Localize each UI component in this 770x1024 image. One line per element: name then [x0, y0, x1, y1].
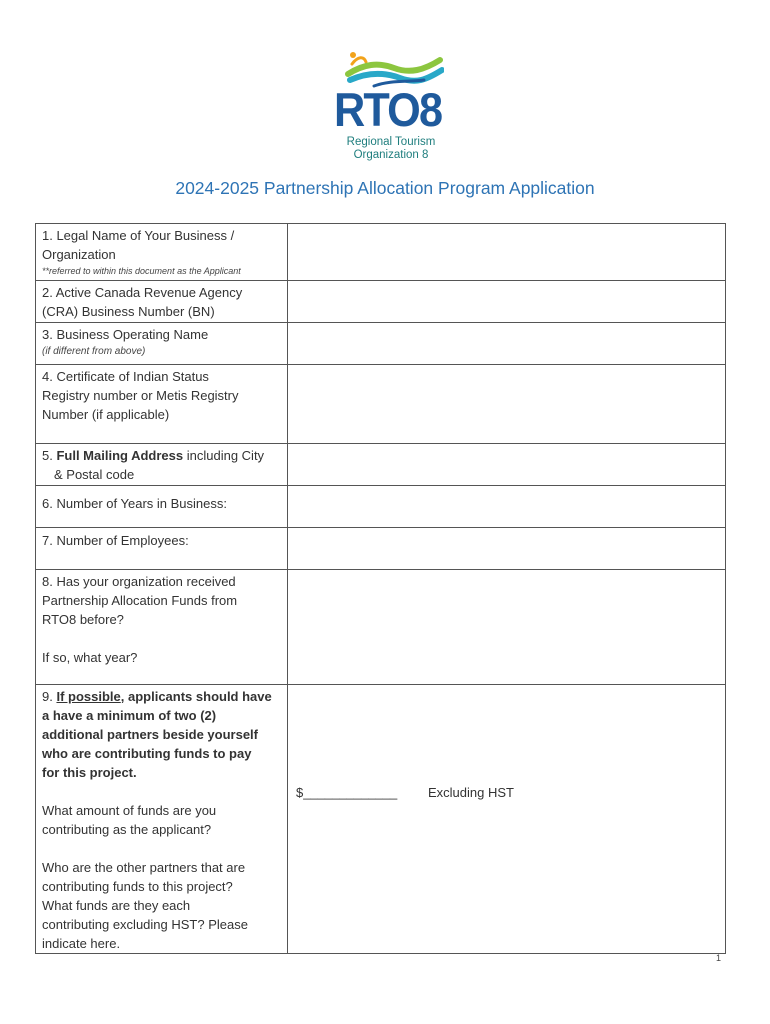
field-years-business[interactable] — [288, 486, 726, 528]
field-previous-funds[interactable] — [288, 570, 726, 685]
excluding-hst-label: Excluding HST — [428, 785, 514, 800]
mailing-prefix: 5. — [42, 448, 57, 463]
page-number: 1 — [716, 953, 722, 963]
operating-name-line1: 3. Business Operating Name — [42, 327, 209, 342]
row-previous-funds — [36, 570, 726, 685]
page-title: 2024-2025 Partnership Allocation Program Application — [175, 178, 595, 198]
logo-sub-line1: Regional Tourism — [346, 136, 436, 148]
logo-subtitle — [336, 136, 446, 162]
partners-answer-area — [288, 685, 725, 950]
rto8-logo — [328, 50, 444, 168]
prev-funds-line3: RTO8 before? — [42, 612, 124, 627]
row-employees — [36, 528, 726, 570]
row-operating-name — [36, 323, 726, 365]
amount-question-line2: contributing as the applicant? — [42, 822, 212, 837]
label-employees — [36, 528, 288, 570]
label-years-business — [36, 486, 288, 528]
partners-question-line5: indicate here. — [42, 936, 121, 951]
logo-brand-text: RTO8 — [334, 83, 442, 136]
field-partners[interactable] — [288, 685, 726, 954]
prev-funds-line1: 8. Has your organization received — [42, 574, 236, 589]
partners-line2: a have a minimum of two (2) — [42, 708, 217, 723]
mailing-line2: & Postal code — [54, 467, 135, 482]
application-form-table — [35, 223, 726, 954]
field-mailing-address[interactable] — [288, 444, 726, 486]
partners-line1 — [42, 687, 283, 706]
cra-line1: 2. Active Canada Revenue Agency — [42, 285, 243, 300]
employees-line1: 7. Number of Employees: — [42, 533, 189, 548]
partners-question-line4: contributing excluding HST? Please — [42, 917, 248, 932]
partners-line3: additional partners beside yourself — [42, 727, 258, 742]
field-indian-status[interactable] — [288, 365, 726, 444]
row-partners — [36, 685, 726, 954]
mailing-bold: Full Mailing Address — [56, 448, 184, 463]
partners-prefix: 9. — [42, 689, 57, 704]
prev-funds-line2: Partnership Allocation Funds from — [42, 593, 238, 608]
indian-status-line1: 4. Certificate of Indian Status — [42, 369, 209, 384]
row-indian-status — [36, 365, 726, 444]
row-mailing-address — [36, 444, 726, 486]
partners-line5: for this project. — [42, 765, 137, 780]
prev-funds-line4: If so, what year? — [42, 650, 138, 665]
partners-bold-rest: , applicants should have — [120, 689, 272, 704]
field-cra-bn[interactable] — [288, 281, 726, 323]
legal-name-line2: Organization — [42, 247, 116, 262]
label-cra-bn — [36, 281, 288, 323]
mailing-line1 — [42, 446, 283, 465]
label-previous-funds — [36, 570, 288, 685]
cra-line2: (CRA) Business Number (BN) — [42, 304, 215, 319]
label-indian-status — [36, 365, 288, 444]
applicant-amount-blank[interactable]: $_____________ — [296, 785, 398, 800]
label-mailing-address — [36, 444, 288, 486]
years-line1: 6. Number of Years in Business: — [42, 496, 227, 511]
label-legal-name — [36, 224, 288, 281]
indian-status-line3: Number (if applicable) — [42, 407, 170, 422]
partners-question-line1: Who are the other partners that are — [42, 860, 246, 875]
row-legal-name — [36, 224, 726, 281]
field-legal-name[interactable] — [288, 224, 726, 281]
partners-question-line2: contributing funds to this project? — [42, 879, 233, 894]
field-employees[interactable] — [288, 528, 726, 570]
mailing-suffix: including City — [183, 448, 265, 463]
partners-question-line3: What funds are they each — [42, 898, 191, 913]
label-operating-name — [36, 323, 288, 365]
row-years-business — [36, 486, 726, 528]
partners-underlined: If possible — [56, 689, 121, 704]
legal-name-line1: 1. Legal Name of Your Business / — [42, 228, 235, 243]
field-operating-name[interactable] — [288, 323, 726, 365]
label-partners — [36, 685, 288, 954]
partners-line4: who are contributing funds to pay — [42, 746, 252, 761]
logo-sub-line2: Organization 8 — [353, 149, 429, 161]
row-cra-bn — [36, 281, 726, 323]
legal-name-note: **referred to within this document as the Applicant — [42, 266, 241, 276]
amount-question-line1: What amount of funds are you — [42, 803, 217, 818]
operating-name-note: (if different from above) — [42, 346, 146, 357]
indian-status-line2: Registry number or Metis Registry — [42, 388, 239, 403]
